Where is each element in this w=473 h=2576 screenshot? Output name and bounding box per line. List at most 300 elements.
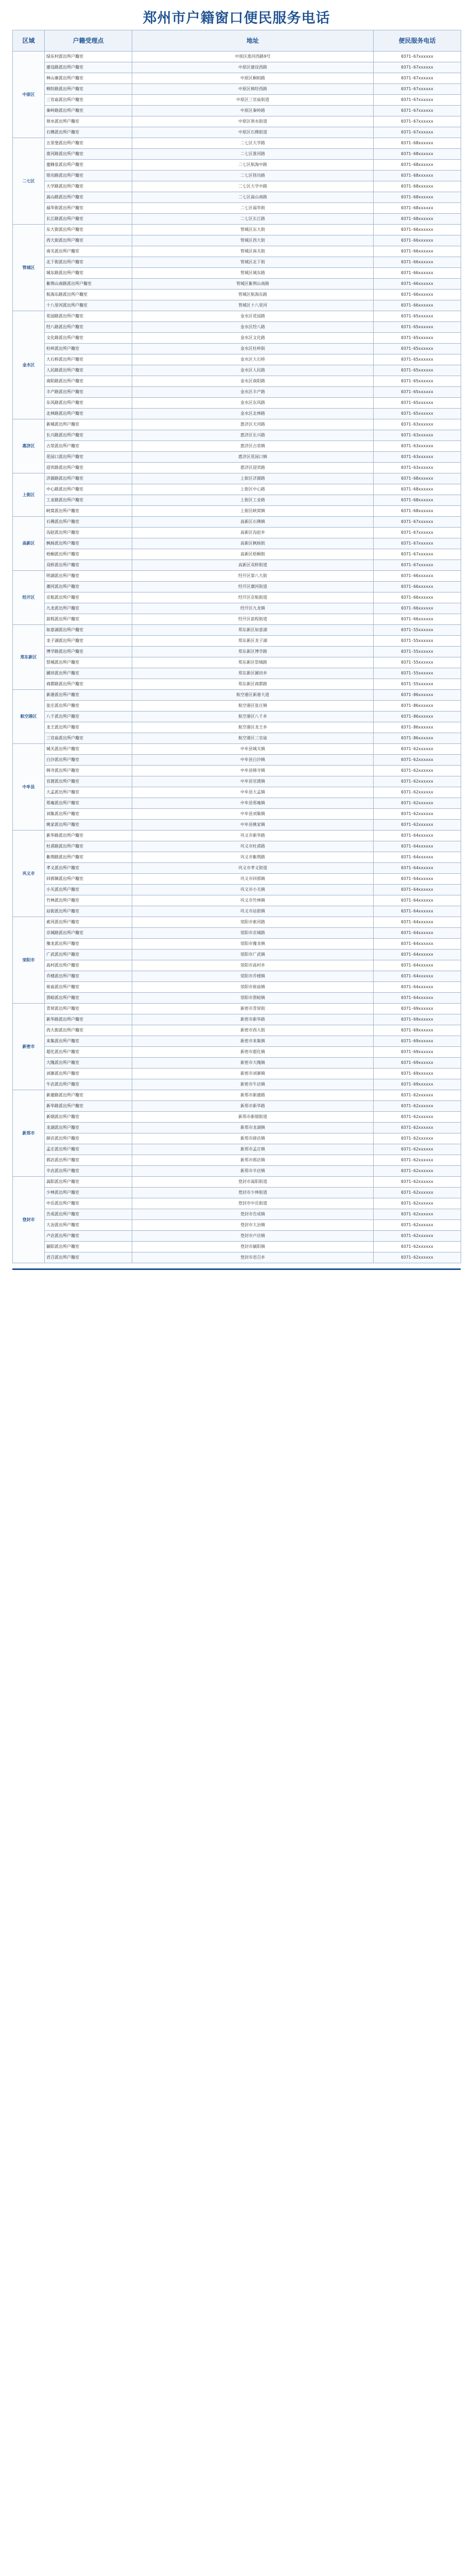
table-row <box>13 73 461 84</box>
office-cell: 崔庙派出所户籍室 <box>45 982 132 993</box>
address-cell: 新郑市薛店镇 <box>132 1133 374 1144</box>
address-cell: 管城区航海东路 <box>132 290 374 300</box>
phone-cell: 0371-67xxxxxx <box>374 52 461 62</box>
phone-cell: 0371-68xxxxxx <box>374 160 461 171</box>
office-cell: 博学路派出所户籍室 <box>45 647 132 657</box>
phone-cell: 0371-63xxxxxx <box>374 419 461 430</box>
table-row <box>13 354 461 365</box>
address-cell: 巩义市回郭镇 <box>132 874 374 885</box>
office-cell: 龙王派出所户籍室 <box>45 722 132 733</box>
phone-cell: 0371-62xxxxxx <box>374 1242 461 1252</box>
office-cell: 索河派出所户籍室 <box>45 917 132 928</box>
phone-cell: 0371-64xxxxxx <box>374 960 461 971</box>
office-cell: 大孟派出所户籍室 <box>45 787 132 798</box>
phone-cell: 0371-66xxxxxx <box>374 614 461 625</box>
phone-cell: 0371-67xxxxxx <box>374 62 461 73</box>
table-row <box>13 668 461 679</box>
office-cell: 棉纺路派出所户籍室 <box>45 84 132 95</box>
office-cell: 新华路派出所户籍室 <box>45 1014 132 1025</box>
office-cell: 长江路派出所户籍室 <box>45 214 132 225</box>
office-cell: 新华路派出所户籍室 <box>45 831 132 841</box>
phone-cell: 0371-62xxxxxx <box>374 1252 461 1263</box>
address-cell: 中牟县城关镇 <box>132 744 374 755</box>
address-cell: 高新区双桥街道 <box>132 560 374 571</box>
office-cell: 双桥派出所户籍室 <box>45 560 132 571</box>
phone-cell: 0371-62xxxxxx <box>374 1155 461 1166</box>
address-cell: 高新区沟赵乡 <box>132 528 374 538</box>
office-cell: 官渡派出所户籍室 <box>45 776 132 787</box>
address-cell: 新密市牛店镇 <box>132 1079 374 1090</box>
phone-cell: 0371-64xxxxxx <box>374 831 461 841</box>
phone-cell: 0371-66xxxxxx <box>374 290 461 300</box>
office-cell: 竹林派出所户籍室 <box>45 895 132 906</box>
office-cell: 经八路派出所户籍室 <box>45 322 132 333</box>
address-cell: 中原区秦岭路 <box>132 106 374 116</box>
phone-cell: 0371-67xxxxxx <box>374 95 461 106</box>
phone-cell: 0371-66xxxxxx <box>374 268 461 279</box>
table-row <box>13 928 461 939</box>
office-cell: 杜甫路派出所户籍室 <box>45 841 132 852</box>
address-cell: 惠济区长兴路 <box>132 430 374 441</box>
address-cell: 新密市超化镇 <box>132 1047 374 1058</box>
office-cell: 辛店派出所户籍室 <box>45 1166 132 1177</box>
phone-cell: 0371-67xxxxxx <box>374 549 461 560</box>
table-row <box>13 225 461 235</box>
phone-cell: 0371-86xxxxxx <box>374 711 461 722</box>
phone-cell: 0371-64xxxxxx <box>374 982 461 993</box>
service-phone-table <box>12 30 461 1263</box>
table-row <box>13 290 461 300</box>
phone-cell: 0371-68xxxxxx <box>374 138 461 149</box>
table-row <box>13 1090 461 1101</box>
phone-cell: 0371-69xxxxxx <box>374 1047 461 1058</box>
office-cell: 龙子湖派出所户籍室 <box>45 636 132 647</box>
table-row <box>13 733 461 744</box>
address-cell: 新郑市新烟街道 <box>132 1112 374 1123</box>
phone-cell: 0371-65xxxxxx <box>374 398 461 409</box>
office-cell: 铭功路派出所户籍室 <box>45 171 132 181</box>
address-cell: 管城区十八里河 <box>132 300 374 311</box>
phone-cell: 0371-65xxxxxx <box>374 409 461 419</box>
phone-cell: 0371-68xxxxxx <box>374 506 461 517</box>
address-cell: 金水区花园路 <box>132 311 374 322</box>
phone-cell: 0371-67xxxxxx <box>374 538 461 549</box>
phone-cell: 0371-63xxxxxx <box>374 441 461 452</box>
address-cell: 高新区石佛镇 <box>132 517 374 528</box>
office-cell: 秦岭路派出所户籍室 <box>45 106 132 116</box>
phone-cell: 0371-55xxxxxx <box>374 625 461 636</box>
office-cell: 蜜蜂张派出所户籍室 <box>45 160 132 171</box>
phone-cell: 0371-69xxxxxx <box>374 1069 461 1079</box>
address-cell: 中原区三官庙街道 <box>132 95 374 106</box>
phone-cell: 0371-62xxxxxx <box>374 1166 461 1177</box>
table-row <box>13 841 461 852</box>
office-cell: 石佛派出所户籍室 <box>45 127 132 138</box>
address-cell: 新密市新华路 <box>132 1014 374 1025</box>
address-cell: 新郑市郭店镇 <box>132 1155 374 1166</box>
table-row <box>13 787 461 798</box>
office-cell: 人民路派出所户籍室 <box>45 365 132 376</box>
office-cell: 薛店派出所户籍室 <box>45 1133 132 1144</box>
table-row <box>13 333 461 344</box>
address-cell: 管城区北下街 <box>132 257 374 268</box>
address-cell: 新密市刘寨镇 <box>132 1069 374 1079</box>
table-row <box>13 874 461 885</box>
address-cell: 金水区杜岭街 <box>132 344 374 354</box>
address-cell: 新密市青屏街 <box>132 1004 374 1014</box>
phone-cell: 0371-66xxxxxx <box>374 592 461 603</box>
phone-cell: 0371-64xxxxxx <box>374 863 461 874</box>
office-cell: 郭店派出所户籍室 <box>45 1155 132 1166</box>
table-row <box>13 1252 461 1263</box>
table-row <box>13 495 461 506</box>
phone-cell: 0371-55xxxxxx <box>374 647 461 657</box>
table-row <box>13 647 461 657</box>
district-cell: 郑东新区 <box>13 625 45 690</box>
table-row <box>13 657 461 668</box>
table-row <box>13 95 461 106</box>
office-cell: 淮河路派出所户籍室 <box>45 149 132 160</box>
district-cell: 经开区 <box>13 571 45 625</box>
phone-cell: 0371-69xxxxxx <box>374 1036 461 1047</box>
phone-cell: 0371-86xxxxxx <box>374 701 461 711</box>
phone-cell: 0371-62xxxxxx <box>374 1101 461 1112</box>
phone-cell: 0371-65xxxxxx <box>374 365 461 376</box>
office-cell: 文化路派出所户籍室 <box>45 333 132 344</box>
phone-cell: 0371-67xxxxxx <box>374 517 461 528</box>
header-address: 地址 <box>132 30 374 52</box>
phone-cell: 0371-67xxxxxx <box>374 106 461 116</box>
address-cell: 巩义市新华路 <box>132 831 374 841</box>
phone-cell: 0371-64xxxxxx <box>374 928 461 939</box>
address-cell: 上街区峡窝镇 <box>132 506 374 517</box>
address-cell: 金水区丰产路 <box>132 387 374 398</box>
address-cell: 荥阳市乔楼镇 <box>132 971 374 982</box>
phone-cell: 0371-67xxxxxx <box>374 73 461 84</box>
office-cell: 新港派出所户籍室 <box>45 690 132 701</box>
table-row <box>13 203 461 214</box>
table-row <box>13 755 461 766</box>
address-cell: 荥阳市广武镇 <box>132 950 374 960</box>
phone-cell: 0371-65xxxxxx <box>374 322 461 333</box>
table-row <box>13 192 461 203</box>
address-cell: 管城区紫荆山南路 <box>132 279 374 290</box>
phone-cell: 0371-65xxxxxx <box>374 387 461 398</box>
address-cell: 新密市大隗镇 <box>132 1058 374 1069</box>
office-cell: 白沙派出所户籍室 <box>45 755 132 766</box>
office-cell: 西大街派出所户籍室 <box>45 235 132 246</box>
office-cell: 豫龙派出所户籍室 <box>45 939 132 950</box>
phone-cell: 0371-63xxxxxx <box>374 430 461 441</box>
phone-cell: 0371-62xxxxxx <box>374 1220 461 1231</box>
address-cell: 上街区工业路 <box>132 495 374 506</box>
address-cell: 管城区城东路 <box>132 268 374 279</box>
phone-cell: 0371-62xxxxxx <box>374 1231 461 1242</box>
address-cell: 二七区福华街 <box>132 203 374 214</box>
address-cell: 中原区建设西路 <box>132 62 374 73</box>
office-cell: 十八里河派出所户籍室 <box>45 300 132 311</box>
phone-cell: 0371-55xxxxxx <box>374 657 461 668</box>
table-row <box>13 138 461 149</box>
table-row <box>13 625 461 636</box>
district-cell: 管城区 <box>13 225 45 311</box>
table-row <box>13 506 461 517</box>
address-cell: 郑东新区龙子湖 <box>132 636 374 647</box>
address-cell: 巩义市紫荆路 <box>132 852 374 863</box>
table-row <box>13 1112 461 1123</box>
phone-cell: 0371-68xxxxxx <box>374 181 461 192</box>
table-row <box>13 235 461 246</box>
office-cell: 沟赵派出所户籍室 <box>45 528 132 538</box>
table-row <box>13 679 461 690</box>
office-cell: 大隗派出所户籍室 <box>45 1058 132 1069</box>
address-cell: 金水区南阳路 <box>132 376 374 387</box>
phone-cell: 0371-66xxxxxx <box>374 235 461 246</box>
table-row <box>13 279 461 290</box>
phone-cell: 0371-64xxxxxx <box>374 950 461 960</box>
table-row <box>13 993 461 1004</box>
table-row <box>13 852 461 863</box>
office-cell: 刘集派出所户籍室 <box>45 809 132 820</box>
phone-cell: 0371-65xxxxxx <box>374 311 461 322</box>
office-cell: 长兴路派出所户籍室 <box>45 430 132 441</box>
table-row <box>13 528 461 538</box>
address-cell: 高新区梧桐街 <box>132 549 374 560</box>
phone-cell: 0371-62xxxxxx <box>374 1123 461 1133</box>
table-row <box>13 1220 461 1231</box>
table-row <box>13 160 461 171</box>
office-cell: 京航派出所户籍室 <box>45 592 132 603</box>
phone-cell: 0371-62xxxxxx <box>374 755 461 766</box>
address-cell: 巩义市竹林镇 <box>132 895 374 906</box>
phone-cell: 0371-65xxxxxx <box>374 354 461 365</box>
table-row <box>13 116 461 127</box>
address-cell: 中原区须水街道 <box>132 116 374 127</box>
phone-cell: 0371-66xxxxxx <box>374 246 461 257</box>
phone-cell: 0371-68xxxxxx <box>374 214 461 225</box>
office-cell: 三官庙派出所户籍室 <box>45 95 132 106</box>
table-row <box>13 214 461 225</box>
office-cell: 君召派出所户籍室 <box>45 1252 132 1263</box>
office-cell: 大冶派出所户籍室 <box>45 1220 132 1231</box>
phone-cell: 0371-69xxxxxx <box>374 1058 461 1069</box>
address-cell: 中牟县大孟镇 <box>132 787 374 798</box>
phone-cell: 0371-62xxxxxx <box>374 1090 461 1101</box>
office-cell: 九龙派出所户籍室 <box>45 603 132 614</box>
address-cell: 金水区人民路 <box>132 365 374 376</box>
address-cell: 中原区淮河西路9号 <box>132 52 374 62</box>
address-cell: 二七区航海中路 <box>132 160 374 171</box>
phone-cell: 0371-64xxxxxx <box>374 917 461 928</box>
table-body <box>13 52 461 1263</box>
header-phone: 便民服务电话 <box>374 30 461 52</box>
district-cell: 上街区 <box>13 473 45 517</box>
address-cell: 航空港区八千乡 <box>132 711 374 722</box>
table-row <box>13 1177 461 1188</box>
table-row <box>13 960 461 971</box>
footer-divider <box>12 1268 461 1270</box>
office-cell: 北下街派出所户籍室 <box>45 257 132 268</box>
address-cell: 管城区西大街 <box>132 235 374 246</box>
table-row <box>13 171 461 181</box>
table-row <box>13 344 461 354</box>
phone-cell: 0371-62xxxxxx <box>374 809 461 820</box>
table-row <box>13 430 461 441</box>
office-cell: 张庄派出所户籍室 <box>45 701 132 711</box>
address-cell: 新郑市孟庄镇 <box>132 1144 374 1155</box>
phone-cell: 0371-67xxxxxx <box>374 127 461 138</box>
table-row <box>13 766 461 776</box>
phone-cell: 0371-64xxxxxx <box>374 895 461 906</box>
table-row <box>13 398 461 409</box>
address-cell: 航空港区三官庙 <box>132 733 374 744</box>
office-cell: 姚家派出所户籍室 <box>45 820 132 831</box>
address-cell: 荥阳市豫龙镇 <box>132 939 374 950</box>
district-cell: 登封市 <box>13 1177 45 1263</box>
table-row <box>13 982 461 993</box>
table-row <box>13 549 461 560</box>
table-row <box>13 257 461 268</box>
table-row <box>13 1025 461 1036</box>
office-cell: 祭城派出所户籍室 <box>45 657 132 668</box>
office-cell: 迎宾路派出所户籍室 <box>45 463 132 473</box>
office-cell: 石佛派出所户籍室 <box>45 517 132 528</box>
address-cell: 新郑市新建路 <box>132 1090 374 1101</box>
phone-cell: 0371-55xxxxxx <box>374 668 461 679</box>
table-row <box>13 917 461 928</box>
address-cell: 惠济区古荥镇 <box>132 441 374 452</box>
address-cell: 二七区大学路 <box>132 138 374 149</box>
office-cell: 杜岭派出所户籍室 <box>45 344 132 354</box>
address-cell: 郑东新区如意湖 <box>132 625 374 636</box>
phone-cell: 0371-62xxxxxx <box>374 820 461 831</box>
address-cell: 巩义市孝义街道 <box>132 863 374 874</box>
address-cell: 登封市少林街道 <box>132 1188 374 1198</box>
office-cell: 新华路派出所户籍室 <box>45 1101 132 1112</box>
office-cell: 刘寨派出所户籍室 <box>45 1069 132 1079</box>
table-row <box>13 1069 461 1079</box>
address-cell: 管城区东大街 <box>132 225 374 235</box>
address-cell: 登封市卢店镇 <box>132 1231 374 1242</box>
district-cell: 二七区 <box>13 138 45 225</box>
table-row <box>13 798 461 809</box>
table-row <box>13 776 461 787</box>
office-cell: 城东路派出所户籍室 <box>45 268 132 279</box>
table-row <box>13 1101 461 1112</box>
table-row <box>13 517 461 528</box>
address-cell: 郑东新区博学路 <box>132 647 374 657</box>
phone-cell: 0371-68xxxxxx <box>374 203 461 214</box>
table-row <box>13 441 461 452</box>
phone-cell: 0371-64xxxxxx <box>374 874 461 885</box>
table-row <box>13 1123 461 1133</box>
phone-cell: 0371-64xxxxxx <box>374 971 461 982</box>
address-cell: 中牟县白沙镇 <box>132 755 374 766</box>
office-cell: 古荥派出所户籍室 <box>45 441 132 452</box>
phone-cell: 0371-64xxxxxx <box>374 885 461 895</box>
district-cell: 金水区 <box>13 311 45 419</box>
district-cell: 高新区 <box>13 517 45 571</box>
office-cell: 潮河派出所户籍室 <box>45 582 132 592</box>
office-cell: 三官庙派出所户籍室 <box>45 733 132 744</box>
table-row <box>13 1155 461 1166</box>
office-cell: 新城派出所户籍室 <box>45 419 132 430</box>
office-cell: 航海东路派出所户籍室 <box>45 290 132 300</box>
district-cell: 新郑市 <box>13 1090 45 1177</box>
phone-cell: 0371-62xxxxxx <box>374 1188 461 1198</box>
phone-cell: 0371-62xxxxxx <box>374 1198 461 1209</box>
office-cell: 梧桐派出所户籍室 <box>45 549 132 560</box>
district-cell: 航空港区 <box>13 690 45 744</box>
table-row <box>13 1144 461 1155</box>
district-cell: 中牟县 <box>13 744 45 831</box>
address-cell: 巩义市站街镇 <box>132 906 374 917</box>
office-cell: 卢店派出所户籍室 <box>45 1231 132 1242</box>
phone-cell: 0371-62xxxxxx <box>374 798 461 809</box>
table-row <box>13 744 461 755</box>
table-row <box>13 181 461 192</box>
table-row <box>13 419 461 430</box>
table-row <box>13 603 461 614</box>
address-cell: 中原区桐柏路 <box>132 73 374 84</box>
table-row <box>13 473 461 484</box>
address-cell: 二七区铭功路 <box>132 171 374 181</box>
office-cell: 嵩山路派出所户籍室 <box>45 192 132 203</box>
office-cell: 颍阳派出所户籍室 <box>45 1242 132 1252</box>
office-cell: 大学路派出所户籍室 <box>45 181 132 192</box>
address-cell: 上街区济源路 <box>132 473 374 484</box>
office-cell: 韩寺派出所户籍室 <box>45 766 132 776</box>
office-cell: 城关派出所户籍室 <box>45 744 132 755</box>
address-cell: 经开区前程街道 <box>132 614 374 625</box>
phone-cell: 0371-68xxxxxx <box>374 473 461 484</box>
table-row <box>13 1014 461 1025</box>
table-row <box>13 971 461 982</box>
phone-cell: 0371-66xxxxxx <box>374 279 461 290</box>
office-cell: 高村派出所户籍室 <box>45 960 132 971</box>
table-row <box>13 1036 461 1047</box>
phone-cell: 0371-62xxxxxx <box>374 744 461 755</box>
address-cell: 惠济区花园口镇 <box>132 452 374 463</box>
phone-cell: 0371-67xxxxxx <box>374 560 461 571</box>
table-row <box>13 690 461 701</box>
phone-cell: 0371-68xxxxxx <box>374 149 461 160</box>
office-cell: 孟庄派出所户籍室 <box>45 1144 132 1155</box>
address-cell: 二七区淮河路 <box>132 149 374 160</box>
phone-cell: 0371-62xxxxxx <box>374 1177 461 1188</box>
table-row <box>13 106 461 116</box>
header-office: 户籍受理点 <box>45 30 132 52</box>
address-cell: 新郑市辛店镇 <box>132 1166 374 1177</box>
table-row <box>13 711 461 722</box>
table-row <box>13 1133 461 1144</box>
table-row <box>13 571 461 582</box>
table-row <box>13 1166 461 1177</box>
address-cell: 惠济区天河路 <box>132 419 374 430</box>
district-cell: 新密市 <box>13 1004 45 1090</box>
address-cell: 管城区南关街 <box>132 246 374 257</box>
office-cell: 如意湖派出所户籍室 <box>45 625 132 636</box>
phone-cell: 0371-64xxxxxx <box>374 993 461 1004</box>
district-cell: 荥阳市 <box>13 917 45 1004</box>
office-cell: 工业路派出所户籍室 <box>45 495 132 506</box>
phone-cell: 0371-64xxxxxx <box>374 841 461 852</box>
phone-cell: 0371-67xxxxxx <box>374 528 461 538</box>
address-cell: 航空港区龙王乡 <box>132 722 374 733</box>
phone-cell: 0371-67xxxxxx <box>374 84 461 95</box>
table-row <box>13 52 461 62</box>
table-row <box>13 376 461 387</box>
